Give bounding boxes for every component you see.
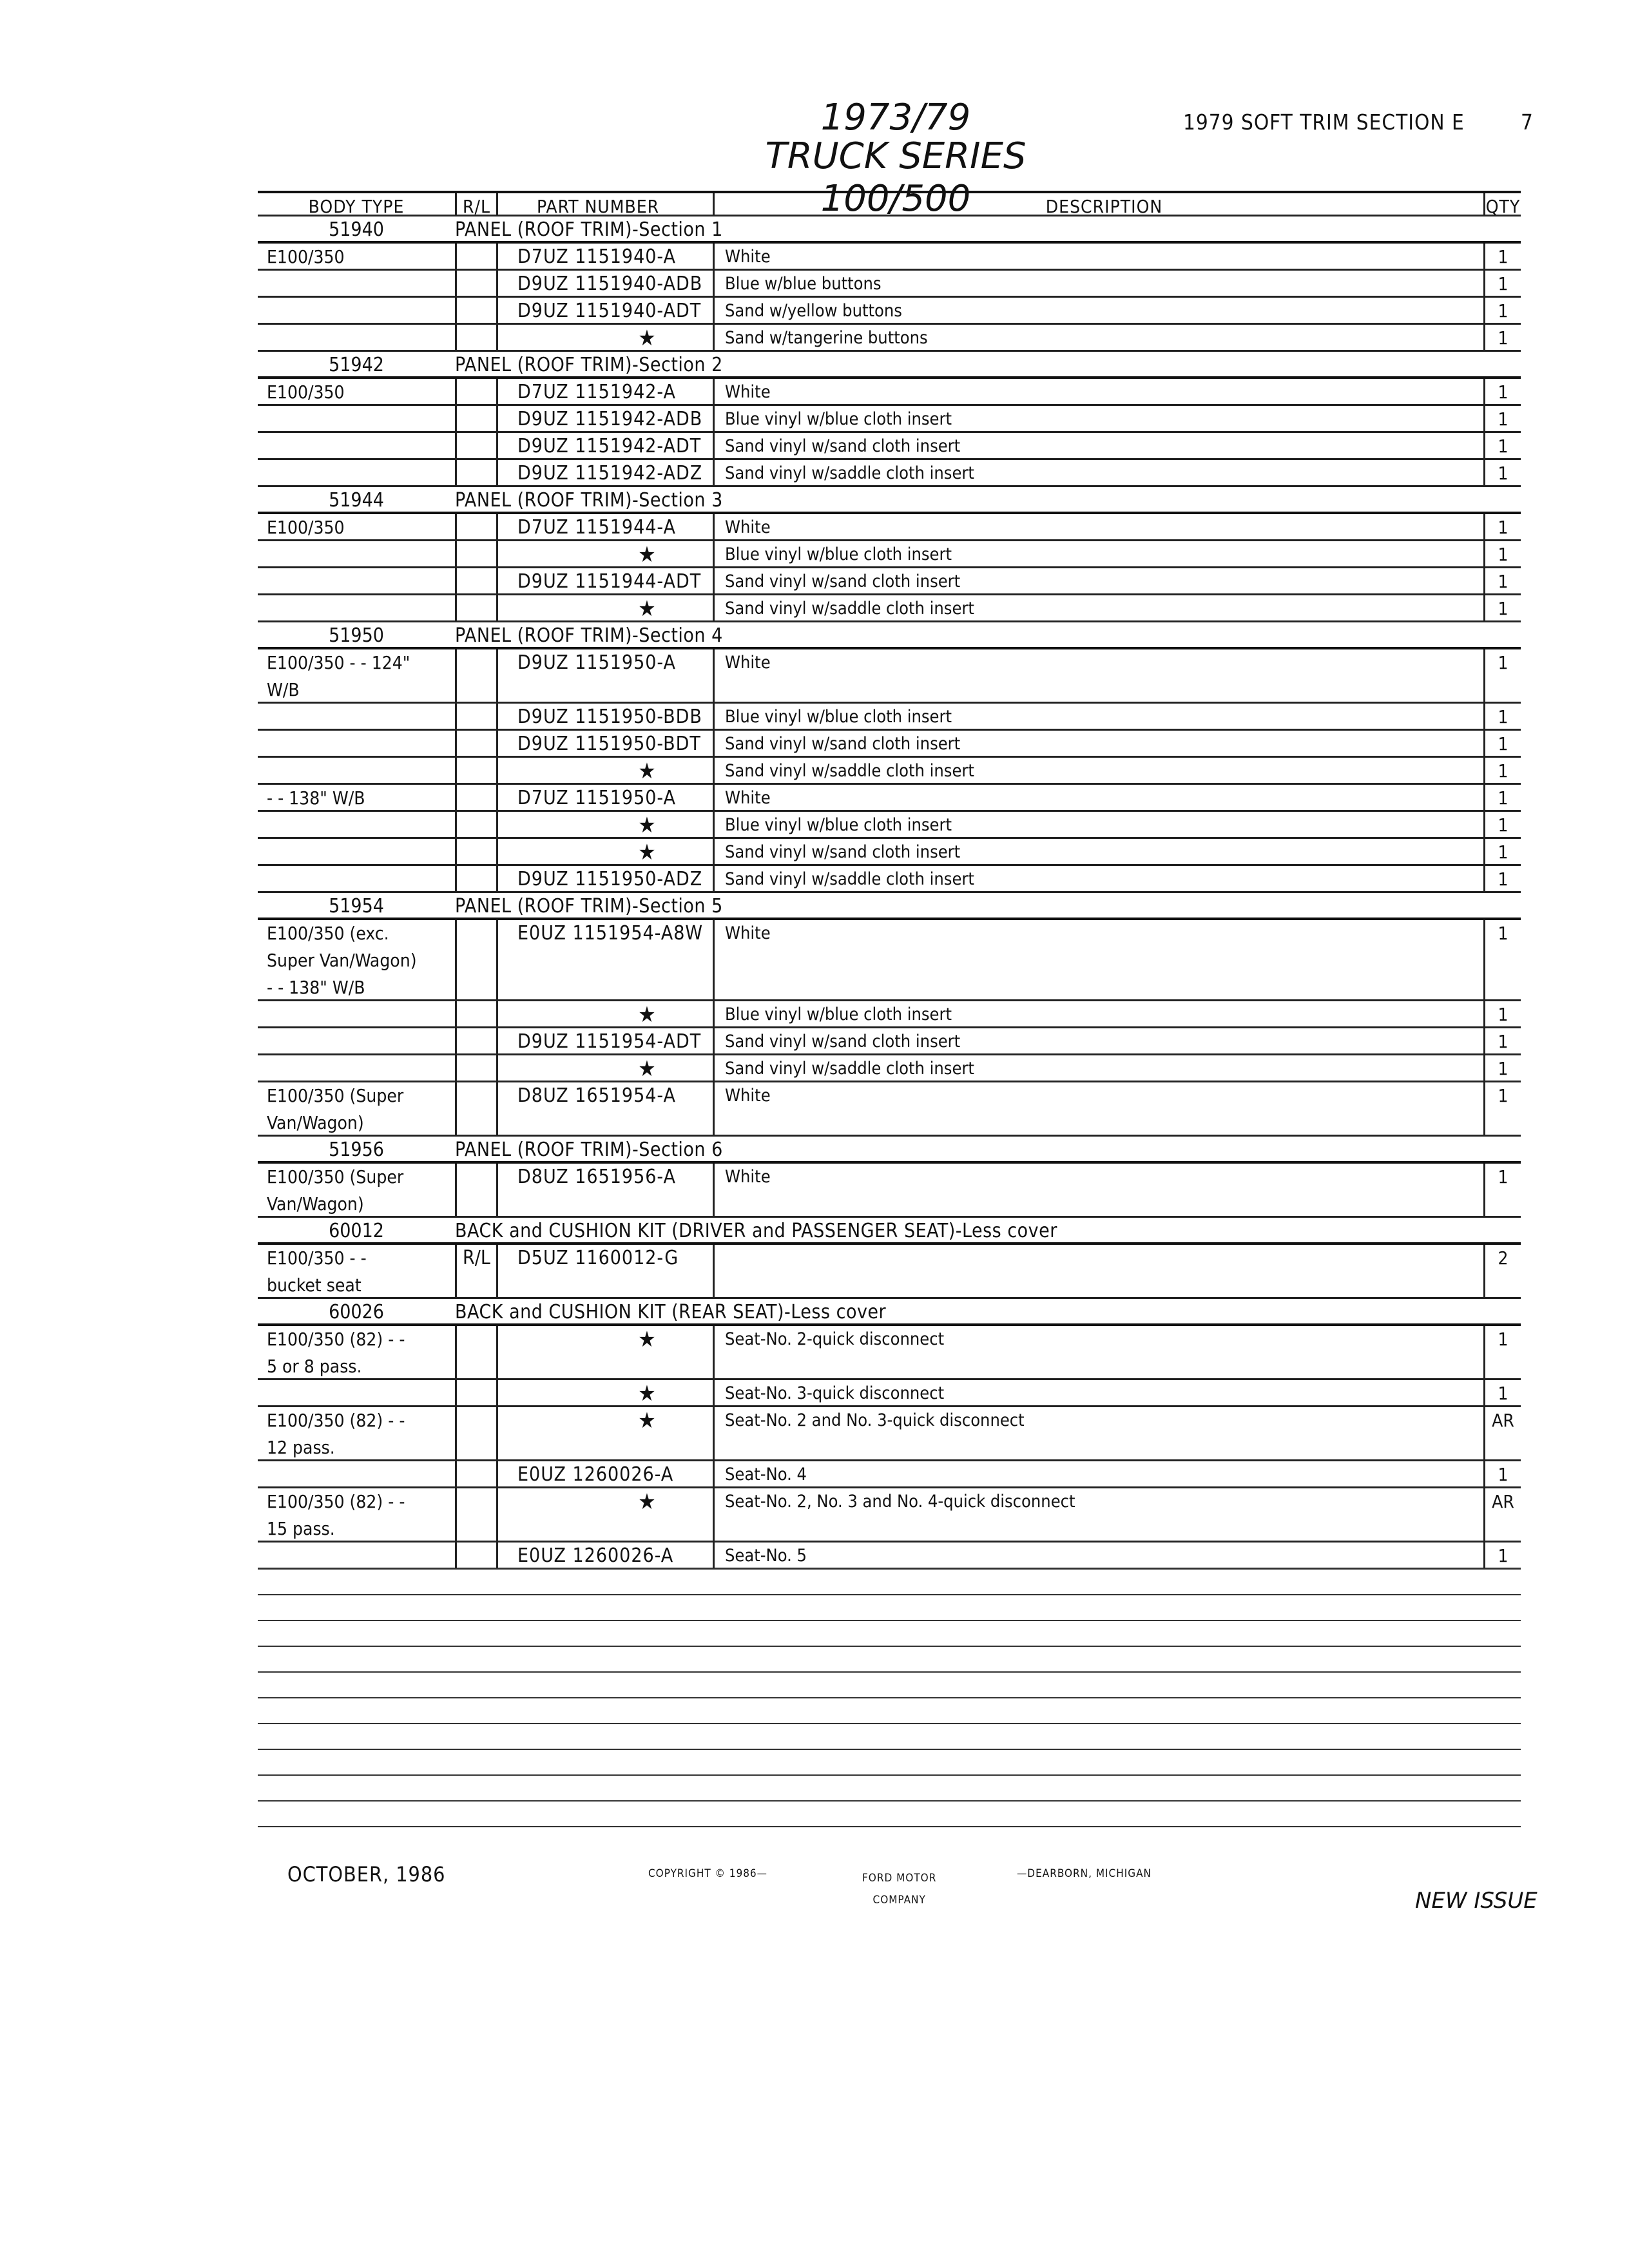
part-number-cell: D9UZ 1151950-A (496, 649, 713, 702)
part-number-cell: D8UZ 1651954-A (496, 1082, 713, 1135)
col-description: DESCRIPTION (713, 193, 1483, 215)
rl-cell (455, 568, 496, 593)
section-row (258, 487, 1521, 514)
description-cell: Sand vinyl w/saddle cloth insert (713, 866, 1483, 891)
table-row (258, 460, 1521, 487)
ruled-line (258, 1594, 1521, 1595)
description-cell: Blue vinyl w/blue cloth insert (713, 812, 1483, 837)
body-type-cell (258, 1028, 455, 1053)
body-type-cell: E100/350 (Super Van/Wagon) (267, 1085, 404, 1133)
part-number-cell (496, 758, 713, 783)
parts-table (258, 191, 1521, 1570)
part-number-cell: D9UZ 1151940-ADB (496, 271, 713, 296)
header-section: 1979 SOFT TRIM SECTION E (1183, 110, 1465, 135)
part-number-cell: D9UZ 1151942-ADZ (496, 460, 713, 485)
qty-cell: 1 (1483, 1001, 1521, 1026)
rl-cell (455, 514, 496, 539)
body-type-cell (258, 704, 455, 729)
col-rl: R/L (455, 193, 496, 215)
qty-cell: 1 (1483, 1164, 1521, 1216)
table-row (258, 1055, 1521, 1082)
rl-cell (455, 1326, 496, 1378)
ruled-line (258, 1774, 1521, 1776)
qty-cell: 1 (1483, 839, 1521, 864)
part-number-cell (496, 1055, 713, 1081)
body-type-cell (258, 1461, 455, 1486)
body-type-cell (258, 541, 455, 566)
qty-cell: 2 (1483, 1245, 1521, 1297)
part-number-cell (496, 839, 713, 864)
rl-cell (455, 460, 496, 485)
body-type-cell: E100/350 (82) - - 5 or 8 pass. (267, 1329, 405, 1377)
star-icon: ★ (638, 758, 657, 784)
table-row (258, 1488, 1521, 1542)
part-number-cell: D5UZ 1160012-G (496, 1245, 713, 1297)
description-cell: Sand w/tangerine buttons (713, 325, 1483, 350)
table-row (258, 866, 1521, 893)
table-row (258, 785, 1521, 812)
star-icon: ★ (638, 542, 657, 568)
table-row (258, 920, 1521, 1001)
table-row (258, 595, 1521, 622)
qty-cell: 1 (1483, 514, 1521, 539)
star-icon: ★ (638, 1489, 657, 1515)
table-row (258, 1245, 1521, 1299)
description-cell: White (713, 649, 1483, 702)
description-cell: Seat-No. 5 (713, 1542, 1483, 1568)
body-type-cell (258, 1055, 455, 1081)
star-icon: ★ (638, 596, 657, 622)
star-icon: ★ (638, 325, 657, 351)
part-number-cell (496, 541, 713, 566)
section-row (258, 622, 1521, 649)
col-part-number: PART NUMBER (496, 193, 713, 215)
rl-cell (455, 379, 496, 404)
body-type-cell: E100/350 - - 124" W/B (267, 652, 410, 700)
ruled-line (258, 1749, 1521, 1750)
section-title: PANEL (ROOF TRIM)-Section 2 (455, 354, 723, 376)
section-number: 51942 (329, 354, 384, 376)
section-title: BACK and CUSHION KIT (REAR SEAT)-Less cover (455, 1301, 887, 1323)
rl-cell (455, 244, 496, 269)
rl-cell (455, 1488, 496, 1541)
rl-cell (455, 595, 496, 620)
table-row (258, 1407, 1521, 1461)
ruled-line (258, 1697, 1521, 1698)
section-number: 51950 (329, 624, 384, 647)
table-row (258, 1164, 1521, 1218)
section-number: 51954 (329, 895, 384, 918)
part-number-cell (496, 325, 713, 350)
body-type-cell (258, 325, 455, 350)
description-cell: Sand w/yellow buttons (713, 298, 1483, 323)
table-row (258, 379, 1521, 406)
header-series: TRUCK SERIES 100/500 (765, 135, 1027, 220)
ruled-line (258, 1671, 1521, 1673)
table-row (258, 244, 1521, 271)
qty-cell: 1 (1483, 460, 1521, 485)
rl-cell (455, 920, 496, 999)
part-number-cell: D9UZ 1151942-ADT (496, 433, 713, 458)
table-row (258, 541, 1521, 568)
part-number-cell (496, 1488, 713, 1541)
qty-cell: 1 (1483, 1055, 1521, 1081)
rl-cell (455, 298, 496, 323)
rl-cell (455, 433, 496, 458)
qty-cell: 1 (1483, 1380, 1521, 1405)
section-number: 60012 (329, 1220, 384, 1242)
part-number-cell: D9UZ 1151950-BDT (496, 731, 713, 756)
body-type-cell (258, 1542, 455, 1568)
table-row (258, 298, 1521, 325)
body-type-cell: E100/350 (Super Van/Wagon) (267, 1166, 404, 1215)
part-number-cell (496, 1407, 713, 1459)
description-cell: Blue w/blue buttons (713, 271, 1483, 296)
qty-cell: 1 (1483, 731, 1521, 756)
qty-cell: AR (1483, 1407, 1521, 1459)
rl-cell (455, 1028, 496, 1053)
section-title: PANEL (ROOF TRIM)-Section 3 (455, 489, 723, 512)
description-cell: Seat-No. 3-quick disconnect (713, 1380, 1483, 1405)
description-cell: Sand vinyl w/sand cloth insert (713, 1028, 1483, 1053)
description-cell: Sand vinyl w/sand cloth insert (713, 839, 1483, 864)
description-cell: White (713, 379, 1483, 404)
qty-cell: 1 (1483, 325, 1521, 350)
body-type-cell (258, 731, 455, 756)
section-row (258, 1137, 1521, 1164)
body-type-cell: - - 138" W/B (267, 787, 365, 809)
star-icon: ★ (638, 1381, 657, 1407)
body-type-cell: E100/350 - - bucket seat (267, 1247, 367, 1296)
body-type-cell: E100/350 (267, 517, 345, 538)
footer-location: —DEARBORN, MICHIGAN (1017, 1867, 1152, 1880)
table-row (258, 1380, 1521, 1407)
description-cell: Blue vinyl w/blue cloth insert (713, 406, 1483, 431)
qty-cell: 1 (1483, 920, 1521, 999)
body-type-cell (258, 271, 455, 296)
table-body (258, 216, 1521, 1570)
body-type-cell: E100/350 (82) - - 15 pass. (267, 1491, 405, 1539)
table-row (258, 1461, 1521, 1488)
qty-cell: 1 (1483, 298, 1521, 323)
description-cell: White (713, 1082, 1483, 1135)
description-cell: Sand vinyl w/sand cloth insert (713, 731, 1483, 756)
footer-issue: NEW ISSUE (1415, 1888, 1537, 1914)
ruled-line (258, 1723, 1521, 1724)
qty-cell: 1 (1483, 649, 1521, 702)
rl-cell (455, 1164, 496, 1216)
rl-cell (455, 541, 496, 566)
qty-cell: 1 (1483, 244, 1521, 269)
part-number-cell: D7UZ 1151942-A (496, 379, 713, 404)
body-type-cell (258, 460, 455, 485)
rl-cell (455, 866, 496, 891)
table-row (258, 1326, 1521, 1380)
table-row (258, 271, 1521, 298)
part-number-cell (496, 812, 713, 837)
section-row (258, 893, 1521, 920)
description-cell: Seat-No. 4 (713, 1461, 1483, 1486)
footer-company-line1: FORD MOTOR (862, 1872, 937, 1885)
description-cell: White (713, 920, 1483, 999)
table-row (258, 568, 1521, 595)
rl-cell (455, 1082, 496, 1135)
rl-cell (455, 649, 496, 702)
body-type-cell (258, 298, 455, 323)
rl-cell (455, 1407, 496, 1459)
part-number-cell: D9UZ 1151954-ADT (496, 1028, 713, 1053)
description-cell: Seat-No. 2 and No. 3-quick disconnect (713, 1407, 1483, 1459)
table-row (258, 1028, 1521, 1055)
table-row (258, 1542, 1521, 1570)
ruled-line (258, 1826, 1521, 1827)
section-number: 60026 (329, 1301, 384, 1323)
footer-date: OCTOBER, 1986 (287, 1862, 446, 1887)
col-body-type: BODY TYPE (308, 196, 405, 217)
section-title: PANEL (ROOF TRIM)-Section 1 (455, 218, 723, 241)
table-row (258, 325, 1521, 352)
qty-cell: 1 (1483, 271, 1521, 296)
description-cell: Sand vinyl w/saddle cloth insert (713, 1055, 1483, 1081)
section-number: 51944 (329, 489, 384, 512)
description-cell: Seat-No. 2, No. 3 and No. 4-quick disconnect (713, 1488, 1483, 1541)
qty-cell: 1 (1483, 1028, 1521, 1053)
description-cell: White (713, 1164, 1483, 1216)
table-row (258, 514, 1521, 541)
table-row (258, 649, 1521, 704)
ruled-line (258, 1800, 1521, 1802)
ruled-line (258, 1568, 1521, 1570)
description-cell: Seat-No. 2-quick disconnect (713, 1326, 1483, 1378)
body-type-cell (258, 812, 455, 837)
body-type-cell (258, 866, 455, 891)
star-icon: ★ (638, 1327, 657, 1352)
part-number-cell: D9UZ 1151944-ADT (496, 568, 713, 593)
table-row (258, 433, 1521, 460)
footer-copyright: COPYRIGHT © 1986— (648, 1867, 767, 1880)
description-cell: White (713, 244, 1483, 269)
body-type-cell (258, 595, 455, 620)
footer-company (862, 1867, 936, 1911)
rl-cell (455, 1380, 496, 1405)
section-row (258, 216, 1521, 244)
qty-cell: 1 (1483, 406, 1521, 431)
part-number-cell (496, 1001, 713, 1026)
body-type-cell (258, 1001, 455, 1026)
part-number-cell (496, 1380, 713, 1405)
body-type-cell: E100/350 (267, 381, 345, 403)
rl-cell (455, 1055, 496, 1081)
footer-company-line2: COMPANY (872, 1894, 926, 1907)
table-row (258, 1001, 1521, 1028)
qty-cell: 1 (1483, 758, 1521, 783)
star-icon: ★ (638, 1056, 657, 1082)
description-cell: Sand vinyl w/saddle cloth insert (713, 758, 1483, 783)
table-header-row (258, 191, 1521, 216)
star-icon: ★ (638, 1408, 657, 1434)
rl-cell (455, 704, 496, 729)
table-row (258, 812, 1521, 839)
part-number-cell (496, 595, 713, 620)
qty-cell: 1 (1483, 866, 1521, 891)
table-row (258, 704, 1521, 731)
rl-cell (455, 1542, 496, 1568)
body-type-cell (258, 1380, 455, 1405)
section-title: PANEL (ROOF TRIM)-Section 4 (455, 624, 723, 647)
description-cell: Blue vinyl w/blue cloth insert (713, 704, 1483, 729)
part-number-cell: E0UZ 1260026-A (496, 1461, 713, 1486)
description-cell (713, 1245, 1483, 1297)
qty-cell: 1 (1483, 379, 1521, 404)
description-cell: White (713, 785, 1483, 810)
rl-cell (455, 812, 496, 837)
table-row (258, 758, 1521, 785)
qty-cell: 1 (1483, 568, 1521, 593)
section-title: BACK and CUSHION KIT (DRIVER and PASSENGER SEAT)-Less cover (455, 1220, 1057, 1242)
section-title: PANEL (ROOF TRIM)-Section 5 (455, 895, 723, 918)
star-icon: ★ (638, 812, 657, 838)
rl-cell (455, 1461, 496, 1486)
description-cell: Blue vinyl w/blue cloth insert (713, 1001, 1483, 1026)
part-number-cell: D7UZ 1151950-A (496, 785, 713, 810)
description-cell: Sand vinyl w/saddle cloth insert (713, 595, 1483, 620)
part-number-cell: D8UZ 1651956-A (496, 1164, 713, 1216)
qty-cell: 1 (1483, 1082, 1521, 1135)
table-row (258, 1082, 1521, 1137)
star-icon: ★ (638, 840, 657, 865)
rl-cell (455, 785, 496, 810)
description-cell: Sand vinyl w/saddle cloth insert (713, 460, 1483, 485)
qty-cell: 1 (1483, 433, 1521, 458)
rl-cell (455, 406, 496, 431)
section-row (258, 352, 1521, 379)
description-cell: White (713, 514, 1483, 539)
ruled-line (258, 1646, 1521, 1647)
rl-cell (455, 271, 496, 296)
header-years: 1973/79 (820, 97, 971, 139)
part-number-cell: D9UZ 1151940-ADT (496, 298, 713, 323)
description-cell: Sand vinyl w/sand cloth insert (713, 433, 1483, 458)
qty-cell: 1 (1483, 1326, 1521, 1378)
body-type-cell: E100/350 (82) - - 12 pass. (267, 1410, 405, 1458)
qty-cell: 1 (1483, 812, 1521, 837)
table-row (258, 839, 1521, 866)
qty-cell: 1 (1483, 785, 1521, 810)
header-page-number: 7 (1521, 110, 1533, 135)
qty-cell: 1 (1483, 541, 1521, 566)
section-number: 51940 (329, 218, 384, 241)
body-type-cell (258, 568, 455, 593)
part-number-cell: D7UZ 1151940-A (496, 244, 713, 269)
qty-cell: 1 (1483, 704, 1521, 729)
body-type-cell (258, 433, 455, 458)
rl-cell (455, 1001, 496, 1026)
qty-cell: 1 (1483, 595, 1521, 620)
part-number-cell: E0UZ 1151954-A8W (496, 920, 713, 999)
section-row (258, 1299, 1521, 1326)
table-row (258, 731, 1521, 758)
section-number: 51956 (329, 1139, 384, 1161)
body-type-cell (258, 406, 455, 431)
ruled-line (258, 1620, 1521, 1621)
part-number-cell: D9UZ 1151950-BDB (496, 704, 713, 729)
rl-cell: R/L (455, 1245, 496, 1297)
part-number-cell: D9UZ 1151950-ADZ (496, 866, 713, 891)
body-type-cell (258, 839, 455, 864)
rl-cell (455, 758, 496, 783)
table-row (258, 406, 1521, 433)
part-number-cell: D9UZ 1151942-ADB (496, 406, 713, 431)
rl-cell (455, 731, 496, 756)
rl-cell (455, 325, 496, 350)
body-type-cell (258, 758, 455, 783)
qty-cell: 1 (1483, 1461, 1521, 1486)
col-qty: QTY (1483, 193, 1521, 215)
qty-cell: AR (1483, 1488, 1521, 1541)
body-type-cell: E100/350 (exc. Super Van/Wagon) - - 138" W/B (267, 923, 417, 998)
rl-cell (455, 839, 496, 864)
description-cell: Sand vinyl w/sand cloth insert (713, 568, 1483, 593)
part-number-cell (496, 1326, 713, 1378)
section-title: PANEL (ROOF TRIM)-Section 6 (455, 1139, 723, 1161)
body-type-cell: E100/350 (267, 246, 345, 267)
qty-cell: 1 (1483, 1542, 1521, 1568)
part-number-cell: D7UZ 1151944-A (496, 514, 713, 539)
section-row (258, 1218, 1521, 1245)
part-number-cell: E0UZ 1260026-A (496, 1542, 713, 1568)
star-icon: ★ (638, 1002, 657, 1028)
description-cell: Blue vinyl w/blue cloth insert (713, 541, 1483, 566)
